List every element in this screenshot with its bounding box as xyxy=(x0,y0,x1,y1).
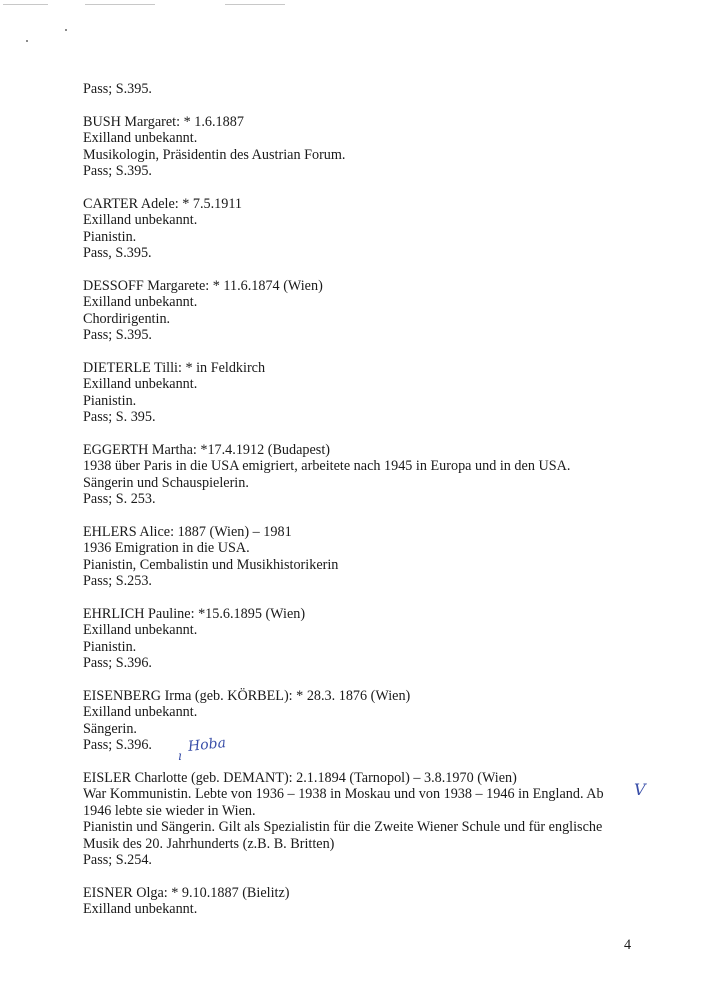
entry-line: Pianistin. xyxy=(83,228,137,245)
entry-heading: DIETERLE Tilli: * in Feldkirch xyxy=(83,359,266,376)
entry-heading: CARTER Adele: * 7.5.1911 xyxy=(83,195,243,212)
biography-entry xyxy=(83,524,643,590)
entry-line: Chordirigentin. xyxy=(83,310,171,327)
entry-line: Exilland unbekannt. xyxy=(83,294,198,311)
entry-line: 1938 über Paris in die USA emigriert, arbeitete nach 1945 in Europa und in den USA. xyxy=(83,458,571,475)
scan-speck xyxy=(65,29,67,31)
handwritten-note: Hoba xyxy=(187,735,227,755)
scan-edge-line xyxy=(3,4,48,5)
entry-line: Pass; S. 253. xyxy=(83,491,156,508)
margin-check-mark: V xyxy=(634,780,646,799)
entry-line: Pass; S.253. xyxy=(83,573,152,590)
biography-entry xyxy=(83,278,643,344)
entry-heading: EHLERS Alice: 1887 (Wien) – 1981 xyxy=(83,523,292,540)
entry-line: Pianistin und Sängerin. Gilt als Spezialistin für die Zweite Wiener Schule und für englische xyxy=(83,819,603,836)
entry-line: Pass, S.395. xyxy=(83,245,152,262)
entry-heading: DESSOFF Margarete: * 11.6.1874 (Wien) xyxy=(83,277,323,294)
entry-line: Exilland unbekannt. xyxy=(83,704,198,721)
handwritten-tick: ı xyxy=(178,749,182,763)
entry-line: Pass; S.395. xyxy=(83,327,152,344)
entry-line: Musik des 20. Jahrhunderts (z.B. B. Britten) xyxy=(83,835,335,852)
entry-line: 1936 Emigration in die USA. xyxy=(83,540,250,557)
biography-entry xyxy=(83,770,643,868)
entry-heading: EHRLICH Pauline: *15.6.1895 (Wien) xyxy=(83,605,306,622)
entry-line: War Kommunistin. Lebte von 1936 – 1938 in Moskau und von 1938 – 1946 in England. Ab xyxy=(83,786,604,803)
biography-entry xyxy=(83,688,643,754)
entry-line: Pass; S.254. xyxy=(83,851,152,868)
entry-line: Exilland unbekannt. xyxy=(83,622,198,639)
biography-entry xyxy=(83,196,643,262)
entry-line: Exilland unbekannt. xyxy=(83,901,198,918)
entry-line: Pianistin, Cembalistin und Musikhistorikerin xyxy=(83,556,339,573)
entry-line: Exilland unbekannt. xyxy=(83,376,198,393)
text-line: Pass; S.395. xyxy=(83,81,152,97)
entry-heading: EISLER Charlotte (geb. DEMANT): 2.1.1894 (Tarnopol) – 3.8.1970 (Wien) xyxy=(83,769,517,786)
biography-entry xyxy=(83,885,643,918)
entry-heading: EISENBERG Irma (geb. KÖRBEL): * 28.3. 1876 (Wien) xyxy=(83,687,411,704)
entry-list xyxy=(83,114,643,918)
entry-line: Pass; S. 395. xyxy=(83,409,156,426)
biography-entry xyxy=(83,606,643,672)
page-number: 4 xyxy=(624,937,632,953)
entry-line: Sängerin. xyxy=(83,720,137,737)
biography-entry xyxy=(83,442,643,508)
entry-line: Pianistin. xyxy=(83,392,137,409)
biography-entry xyxy=(83,360,643,426)
entry-line: Pass; S.396. xyxy=(83,655,152,672)
entry-heading: BUSH Margaret: * 1.6.1887 xyxy=(83,113,244,130)
entry-line: 1946 lebte sie wieder in Wien. xyxy=(83,802,256,819)
leading-fragment xyxy=(83,81,643,97)
entry-line: Sängerin und Schauspielerin. xyxy=(83,474,249,491)
entry-heading: EISNER Olga: * 9.10.1887 (Bielitz) xyxy=(83,884,290,901)
entry-line: Exilland unbekannt. xyxy=(83,212,198,229)
scan-speck xyxy=(26,40,28,42)
entry-heading: EGGERTH Martha: *17.4.1912 (Budapest) xyxy=(83,441,330,458)
entry-line: Pass; S.395. xyxy=(83,163,152,180)
biography-entry xyxy=(83,114,643,180)
scan-edge-line xyxy=(85,4,155,5)
entry-line: Pianistin. xyxy=(83,638,137,655)
scan-edge-line xyxy=(225,4,285,5)
entry-line: Pass; S.396. xyxy=(83,737,152,754)
document-body xyxy=(83,81,643,934)
entry-line: Musikologin, Präsidentin des Austrian Forum. xyxy=(83,146,346,163)
entry-line: Exilland unbekannt. xyxy=(83,130,198,147)
